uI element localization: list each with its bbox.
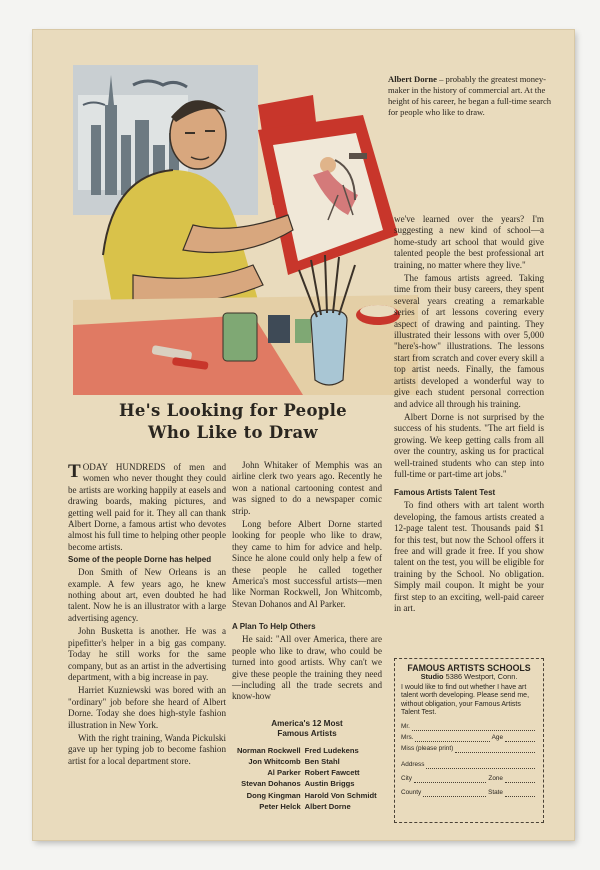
artist-name: Fred Ludekens: [304, 745, 359, 755]
field-label: Mr.: [401, 722, 410, 730]
coupon-field-address[interactable]: [401, 761, 537, 769]
paragraph: To find others with art talent worth developing, the famous artists created a 12-page talent test. Thousands paid $1 for this test, but now the School offers it free and will grade it free. If you show talent on the test, you will be eligible for training by the School. No obligation. Simply mail coupon. It might be your first step to an exciting, well-paid career in art.: [394, 500, 544, 613]
artist-name: Al Parker: [267, 768, 301, 778]
artist-name: Dong Kingman: [246, 790, 301, 800]
subhead-plan: A Plan To Help Others: [232, 622, 316, 632]
headline-line-1: He's Looking for People: [119, 401, 347, 420]
field-label: Mrs.: [401, 733, 414, 741]
artists-row: [232, 756, 382, 767]
paragraph: we've learned over the years? I'm suggesting a new kind of school—a home-study art school that would give talented people the best professional art training, no matter where they live.": [394, 214, 544, 270]
field-label: State: [488, 788, 503, 796]
field-label: Miss: [401, 744, 415, 752]
artists-row: [232, 745, 382, 756]
article-column-2: [232, 460, 382, 812]
artists-row: [232, 778, 382, 789]
page-title: [88, 400, 378, 444]
paragraph: He said: "All over America, there are people who like to draw, who could be turned into good artists. Why can't we give these people the training they need—including all the trade secrets and know-how: [232, 634, 382, 702]
artist-name: Norman Rockwell: [236, 745, 301, 755]
paragraph: The famous artists agreed. Taking time from their busy careers, they spent several years creating a remarkable series of art lessons covering every aspect of drawing and painting. They illustrated their lessons with over 5,000 "here's-how" illustrations. The lessons start from scratch and cover every skill a top artist needs. Finally, the famous artists developed a wonderful way to give each student personal correction and advice all through his training.: [394, 273, 544, 409]
drop-cap: T: [68, 461, 81, 482]
paragraph: Long before Albert Dorne started looking for people who like to draw, they came to him for advice and help. Since he alone could only help a few of these people he called together America's most successful artists—men like Norman Rockwell, Jon Whitcomb, Stevan Dohanos and Al Parker.: [232, 519, 382, 609]
coupon-field-city[interactable]: [401, 775, 537, 783]
coupon-field-mrs[interactable]: [401, 734, 537, 742]
artist-name: Jon Whitcomb: [248, 756, 301, 766]
artists-title-line-2: Famous Artists: [277, 728, 337, 738]
intro-paragraph: ODAY HUNDREDS of men and women who never thought they could be artists are working happily at easels and drawing boards, making pictures, and getting well paid for it. They all can thank Albert Dorne, a famous artist who devotes almost his full time to helping other people become artists.: [68, 462, 226, 552]
coupon-address: [401, 673, 537, 682]
mail-coupon[interactable]: [394, 658, 544, 823]
headline-line-2: Who Like to Draw: [148, 423, 318, 442]
artist-name: Austin Briggs: [304, 779, 355, 789]
field-label: Zone: [488, 774, 503, 782]
article-column-1: [68, 462, 226, 769]
artists-row: [232, 790, 382, 801]
artist-name: Stevan Dohanos: [241, 779, 301, 789]
artists-box: [232, 719, 382, 812]
artists-row: [232, 767, 382, 778]
artist-name: Harold Von Schmidt: [304, 790, 377, 800]
artist-name: Ben Stahl: [304, 756, 340, 766]
coupon-school-name: FAMOUS ARTISTS SCHOOLS: [407, 663, 531, 673]
paragraph: John Whitaker of Memphis was an airline clerk two years ago. Recently he won a national cartooning contest and was signed to do a newspaper comic strip.: [232, 460, 382, 516]
paragraph: John Busketta is another. He was a pipefitter's helper in a big gas company. Today he still works for the same company, but as an artist in the advertising department, with a big increase in pay.: [68, 626, 226, 682]
article-column-3: [394, 214, 544, 616]
paragraph: Don Smith of New Orleans is an example. A few years ago, he knew nothing about art, even doubted he had talent. Now he is an illustrator with a large advertising agency.: [68, 567, 226, 623]
coupon-field-miss[interactable]: [401, 745, 537, 753]
field-label: City: [401, 774, 413, 782]
paragraph: With the right training, Wanda Pickulski gave up her typing job to become fashion artist for a local department store.: [68, 732, 226, 766]
artists-row: [232, 801, 382, 812]
caption-text: – probably the greatest money-maker in the history of commercial art. At the height of his career, he began a full-time search for people who like to draw.: [388, 74, 552, 117]
artists-title-line-1: America's 12 Most: [271, 718, 343, 728]
paragraph: Albert Dorne is not surprised by the success of his students. "The art field is growing. We keep getting calls from all over the country, asking us for practical well-trained students who can step into full-time or part-time art jobs.": [394, 411, 544, 479]
coupon-street: 5386 Westport, Conn.: [445, 672, 518, 681]
caption-name: Albert Dorne: [388, 74, 437, 84]
artists-table: [232, 745, 382, 812]
artist-name: Robert Fawcett: [304, 768, 360, 778]
artist-name: Albert Dorne: [304, 801, 351, 811]
subhead-talent-test: Famous Artists Talent Test: [394, 488, 496, 498]
coupon-studio: Studio: [420, 672, 444, 681]
field-label: Address: [401, 760, 425, 768]
comic-back-cover: [33, 30, 574, 840]
coupon-body: I would like to find out whether I have art talent worth developing. Please send me, without obligation, your Famous Artists Talent Test.: [401, 683, 530, 717]
artist-illustration: [73, 65, 418, 395]
subhead-people-helped: Some of the people Dorne has helped: [68, 555, 212, 565]
field-label: County: [401, 788, 422, 796]
field-label: Age: [491, 733, 503, 741]
coupon-field-mr[interactable]: [401, 723, 537, 731]
coupon-field-county[interactable]: [401, 789, 537, 797]
field-hint: (please print): [415, 744, 454, 752]
paragraph: Harriet Kuzniewski was bored with an "ordinary" job before she heard of Albert Dorne. Today she does high-style fashion illustration in New York.: [68, 685, 226, 730]
artist-name: Peter Helck: [259, 801, 301, 811]
illustration-caption: [388, 74, 558, 118]
